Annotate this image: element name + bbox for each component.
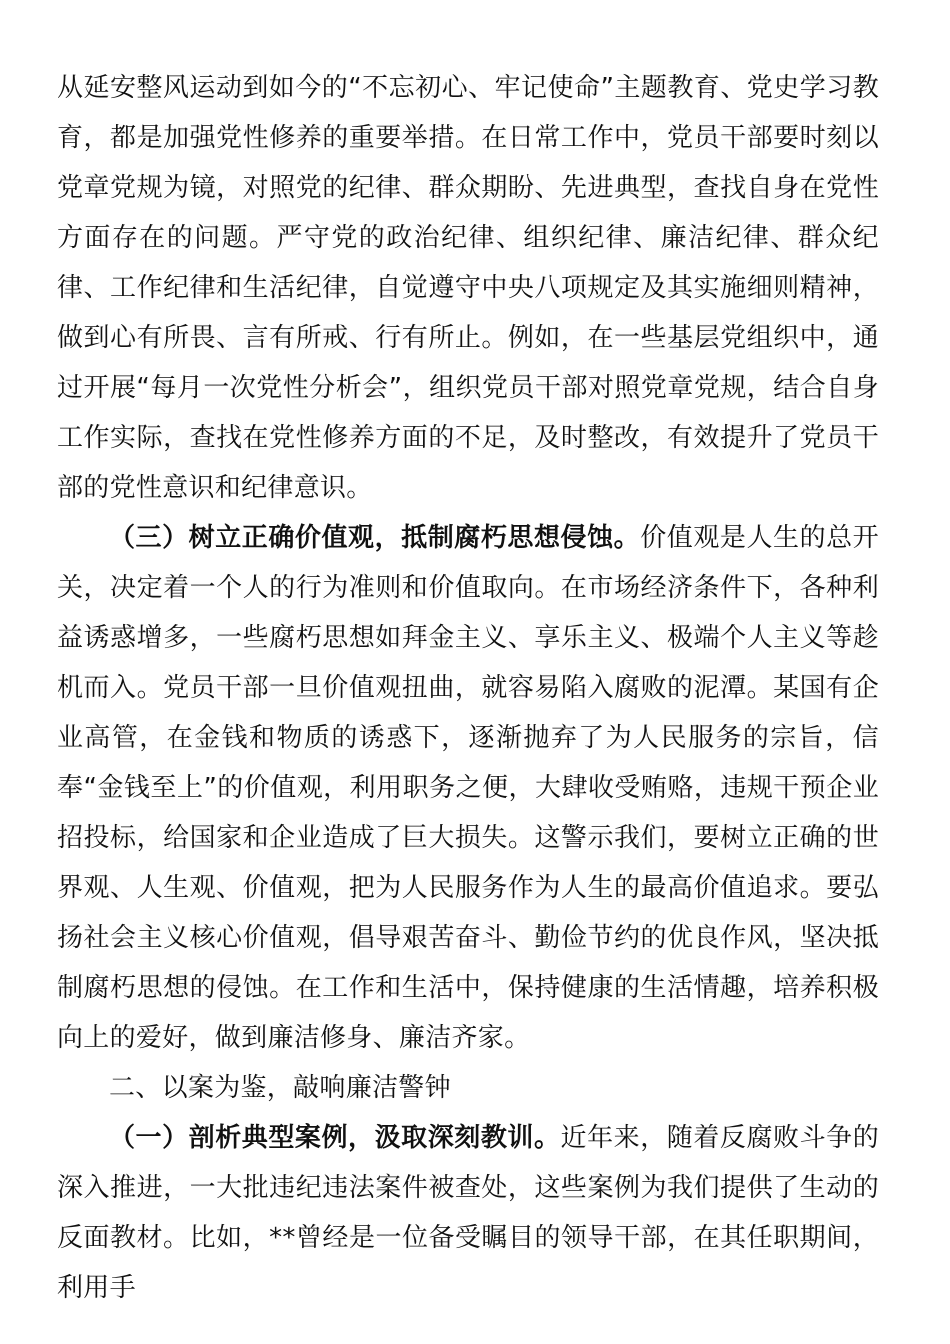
paragraph-typical-cases: [57, 1113, 879, 1313]
paragraph-typical-cases-body: 近年来，随着反腐败斗争的深入推进，一大批违纪违法案件被查处，这些案例为我们提供了生动的反面教材。比如，**曾经是一位备受瞩目的领导干部，在其任职期间，利用手: [57, 1123, 879, 1303]
document-page: [57, 63, 879, 1313]
section-title-case-lessons: 二、以案为鉴，敲响廉洁警钟: [109, 1073, 451, 1103]
paragraph-correct-values: [57, 513, 879, 1063]
subheading-correct-values: （三）树立正确价值观，抵制腐朽思想侵蚀。: [109, 523, 641, 553]
paragraph-correct-values-body: 价值观是人生的总开关，决定着一个人的行为准则和价值取向。在市场经济条件下，各种利益诱惑增多，一些腐朽思想如拜金主义、享乐主义、极端个人主义等趁机而入。党员干部一旦价值观扭曲，就容易陷入腐败的泥潭。某国有企业高管，在金钱和物质的诱惑下，逐渐抛弃了为人民服务的宗旨，信奉“金钱至上”的价值观，利用职务之便，大肆收受贿赂，违规干预企业招投标，给国家和企业造成了巨大损失。这警示我们，要树立正确的世界观、人生观、价值观，把为人民服务作为人生的最高价值追求。要弘扬社会主义核心价值观，倡导艰苦奋斗、勤俭节约的优良作风，坚决抵制腐朽思想的侵蚀。在工作和生活中，保持健康的生活情趣，培养积极向上的爱好，做到廉洁修身、廉洁齐家。: [57, 523, 879, 1053]
paragraph-party-spirit-cultivation: 从延安整风运动到如今的“不忘初心、牢记使命”主题教育、党史学习教育，都是加强党性修养的重要举措。在日常工作中，党员干部要时刻以党章党规为镜，对照党的纪律、群众期盼、先进典型，查找自身在党性方面存在的问题。严守党的政治纪律、组织纪律、廉洁纪律、群众纪律、工作纪律和生活纪律，自觉遵守中央八项规定及其实施细则精神，做到心有所畏、言有所戒、行有所止。例如，在一些基层党组织中，通过开展“每月一次党性分析会”，组织党员干部对照党章党规，结合自身工作实际，查找在党性修养方面的不足，及时整改，有效提升了党员干部的党性意识和纪律意识。: [57, 73, 879, 503]
subheading-typical-cases: （一）剖析典型案例，汲取深刻教训。: [109, 1123, 561, 1153]
